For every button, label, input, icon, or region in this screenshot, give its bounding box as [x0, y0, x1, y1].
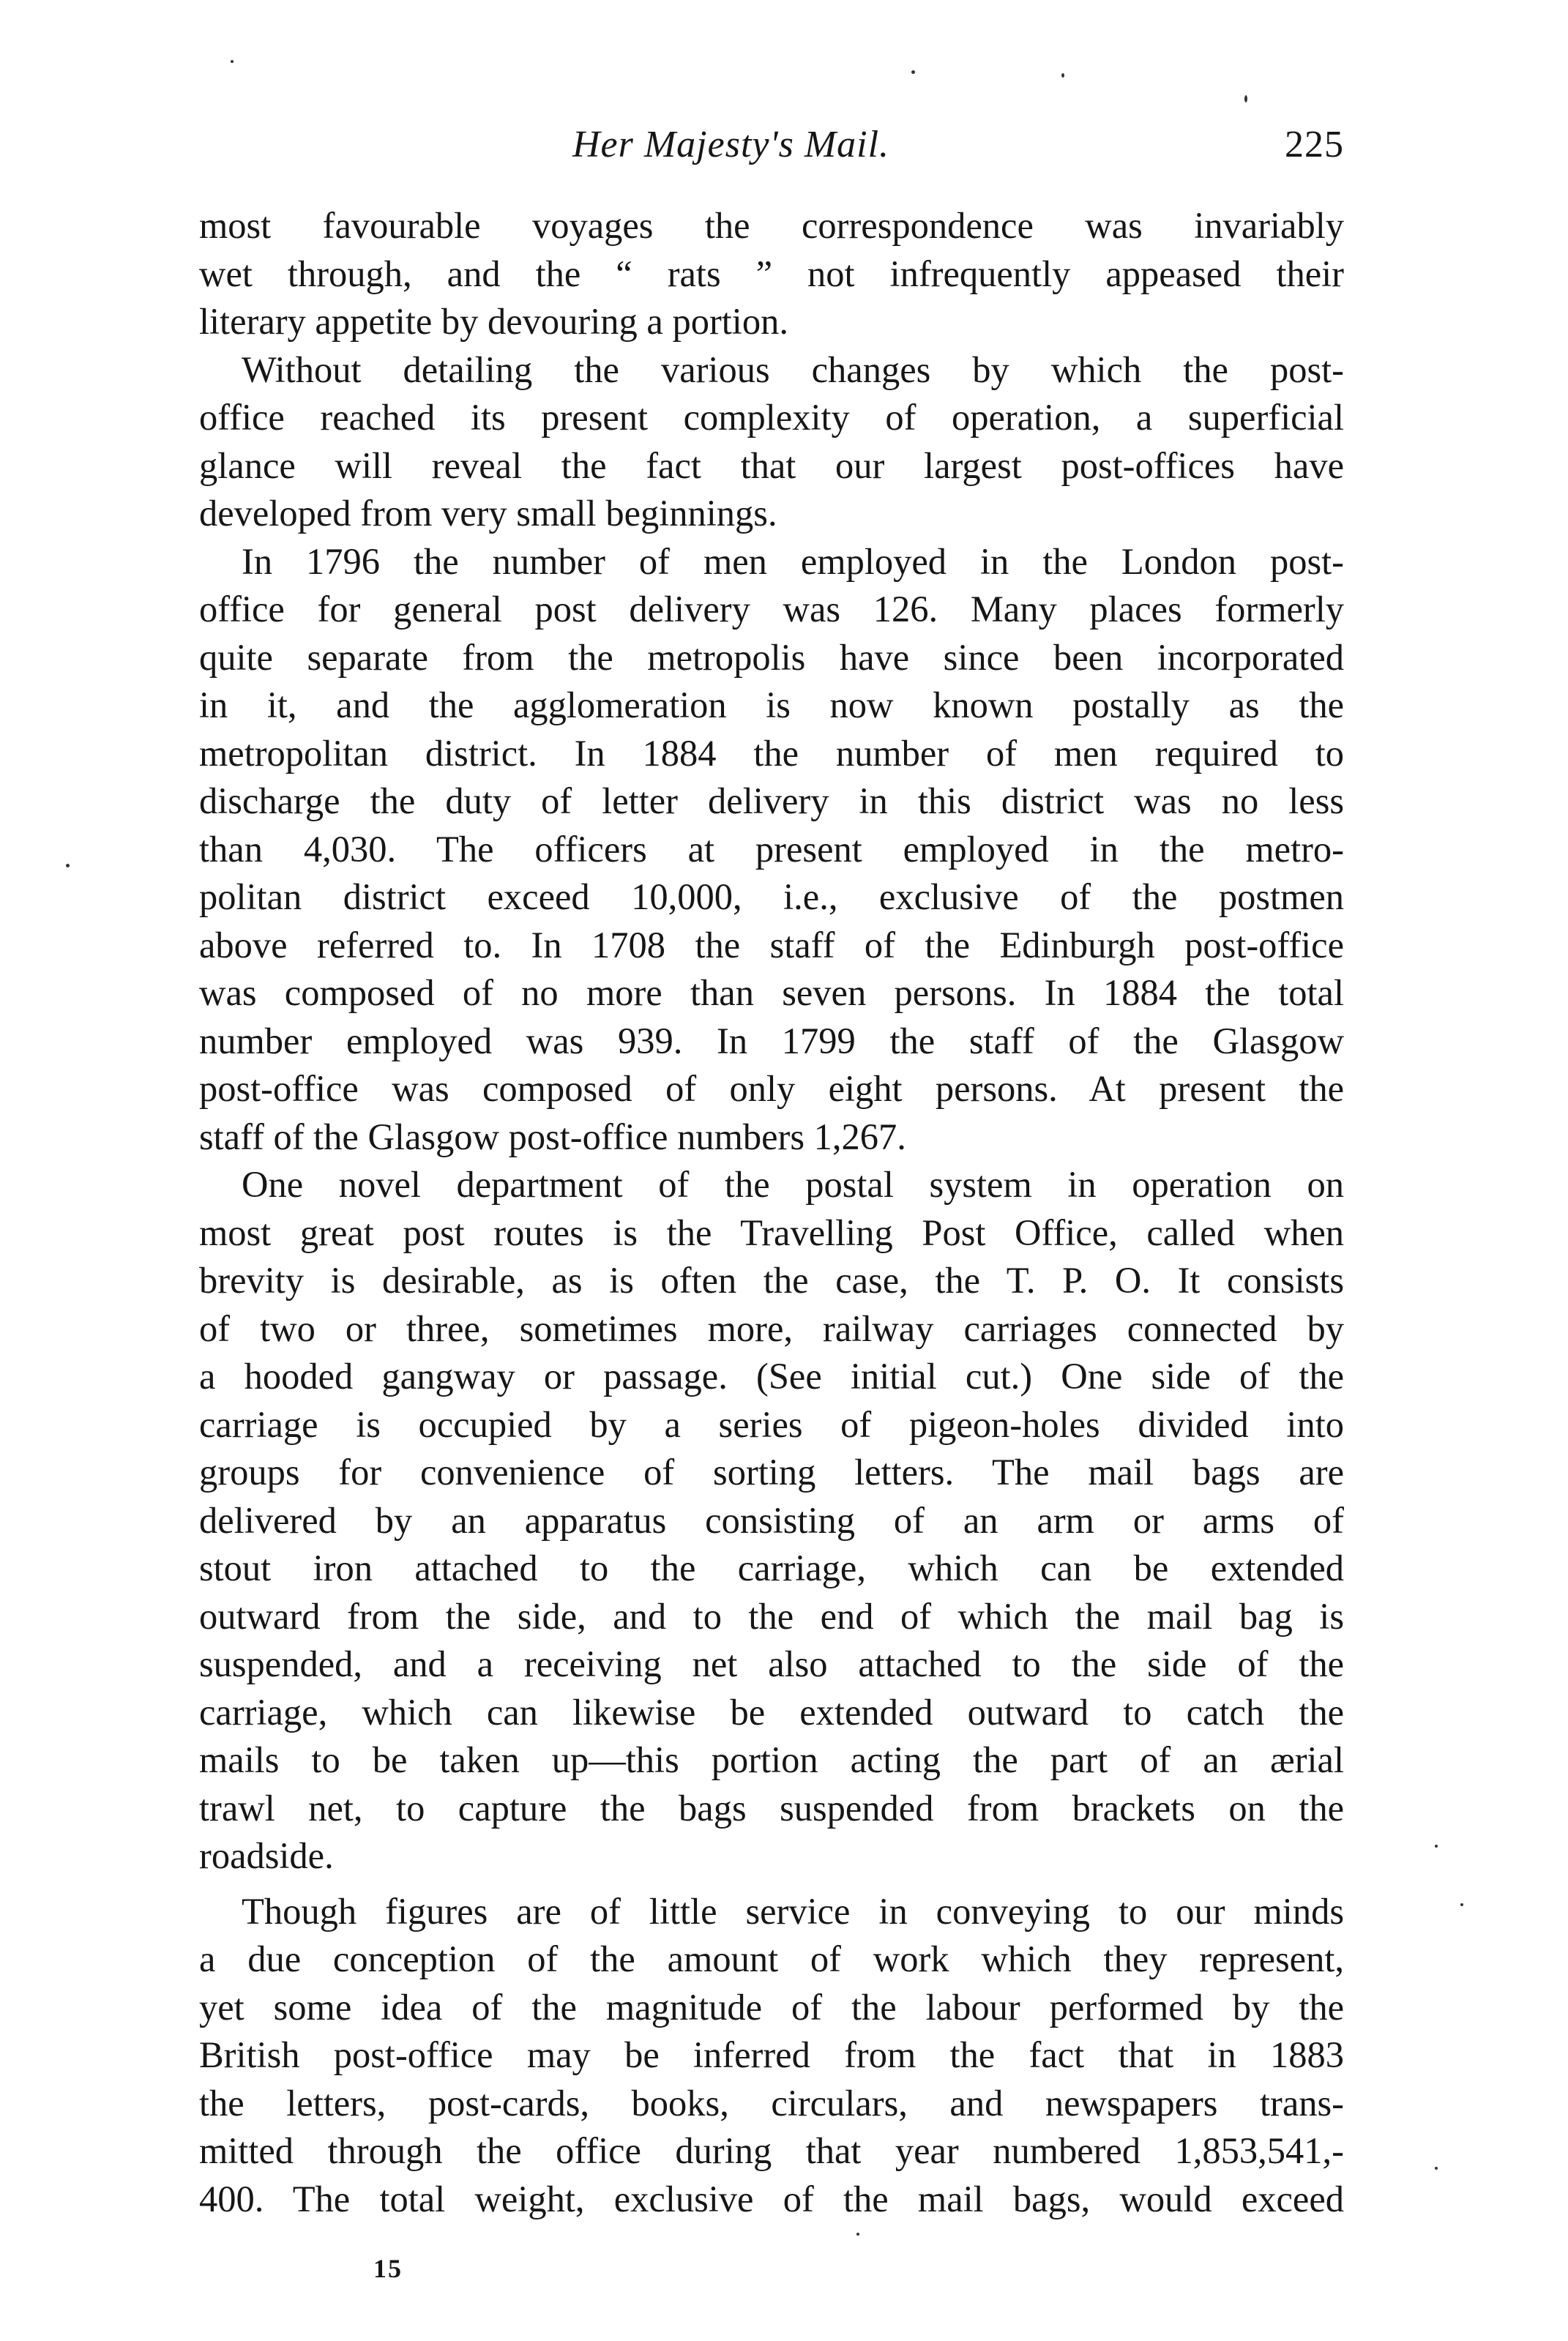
text-line: brevity is desirable, as is often the case, the T. P. O. It consists	[199, 1260, 1344, 1301]
text-line: One novel department of the postal system in operation on	[242, 1164, 1344, 1205]
text-line: Though figures are of little service in conveying to our minds	[242, 1890, 1344, 1932]
paragraph	[199, 1161, 1344, 1881]
text-line: number employed was 939. In 1799 the staff of the Glasgow	[199, 1020, 1344, 1061]
text-line: stout iron attached to the carriage, which can be extended	[199, 1547, 1344, 1588]
paragraph	[199, 538, 1344, 1162]
text-line: mitted through the office during that year numbered 1,853,541,-	[199, 2130, 1344, 2171]
text-line: most favourable voyages the correspondence was invariably	[199, 205, 1344, 246]
text-line: trawl net, to capture the bags suspended from brackets on the	[199, 1787, 1344, 1829]
signature-mark: 15	[373, 2254, 403, 2283]
text-line: metropolitan district. In 1884 the number of men required to	[199, 732, 1344, 774]
scan-speck	[1244, 95, 1247, 102]
text-line: the letters, post-cards, books, circulars, and newspapers trans-	[199, 2082, 1344, 2124]
text-line: a hooded gangway or passage. (See initial cut.) One side of the	[199, 1356, 1344, 1397]
text-line: carriage, which can likewise be extended outward to catch the	[199, 1691, 1344, 1733]
text-line: Without detailing the various changes by which the post-	[242, 348, 1344, 390]
scan-speck	[66, 864, 70, 867]
text-line: roadside.	[199, 1835, 334, 1876]
text-line: staff of the Glasgow post-office numbers 1,267.	[199, 1116, 906, 1157]
text-line: most great post routes is the Travelling Post Office, called when	[199, 1211, 1344, 1253]
scan-speck	[911, 70, 915, 74]
text-line: a due conception of the amount of work which they represent,	[199, 1938, 1344, 1979]
text-line: 400. The total weight, exclusive of the mail bags, would exceed	[199, 2178, 1344, 2219]
scan-speck	[231, 60, 234, 63]
text-line: of two or three, sometimes more, railway carriages connected by	[199, 1307, 1344, 1349]
text-line: discharge the duty of letter delivery in this district was no less	[199, 780, 1344, 821]
text-line: wet through, and the “ rats ” not infrequently appeased their	[199, 253, 1344, 294]
text-line: carriage is occupied by a series of pigeon-holes divided into	[199, 1403, 1344, 1445]
text-line: than 4,030. The officers at present employed in the metro-	[199, 828, 1344, 870]
body-text	[199, 202, 1344, 2223]
paragraph	[199, 346, 1344, 538]
scan-speck	[1435, 2167, 1438, 2170]
text-line: suspended, and a receiving net also attached to the side of the	[199, 1643, 1344, 1684]
paragraph	[199, 1888, 1344, 2224]
text-line: office reached its present complexity of operation, a superficial	[199, 397, 1344, 438]
text-line: in it, and the agglomeration is now known postally as the	[199, 684, 1344, 725]
text-line: developed from very small beginnings.	[199, 493, 777, 534]
text-line: outward from the side, and to the end of which the mail bag is	[199, 1595, 1344, 1637]
text-line: yet some idea of the magnitude of the labour performed by the	[199, 1986, 1344, 2028]
text-line: In 1796 the number of men employed in the London post-	[242, 540, 1344, 582]
text-line: post-office was composed of only eight persons. At present the	[199, 1068, 1344, 1109]
page-number: 225	[1285, 124, 1344, 165]
text-line: was composed of no more than seven persons. In 1884 the total	[199, 972, 1344, 1013]
scan-speck	[1435, 1845, 1438, 1848]
text-line: glance will reveal the fact that our largest post-offices have	[199, 444, 1344, 486]
text-line: literary appetite by devouring a portion.	[199, 301, 788, 342]
text-line: delivered by an apparatus consisting of an arm or arms of	[199, 1499, 1344, 1541]
text-line: above referred to. In 1708 the staff of the Edinburgh post-office	[199, 924, 1344, 966]
running-title: Her Majesty's Mail.	[572, 124, 890, 165]
text-line: office for general post delivery was 126. Many places formerly	[199, 589, 1344, 630]
text-line: British post-office may be inferred from the fact that in 1883	[199, 2034, 1344, 2075]
text-line: groups for convenience of sorting letters. The mail bags are	[199, 1452, 1344, 1493]
page-header	[199, 123, 1344, 182]
text-line: quite separate from the metropolis have since been incorporated	[199, 636, 1344, 678]
scan-speck	[856, 2233, 859, 2236]
text-line: mails to be taken up—this portion acting the part of an ærial	[199, 1739, 1344, 1780]
paragraph	[199, 202, 1344, 346]
scan-speck	[1460, 1903, 1463, 1906]
scan-speck	[1061, 73, 1064, 78]
text-line: politan district exceed 10,000, i.e., exclusive of the postmen	[199, 876, 1344, 917]
